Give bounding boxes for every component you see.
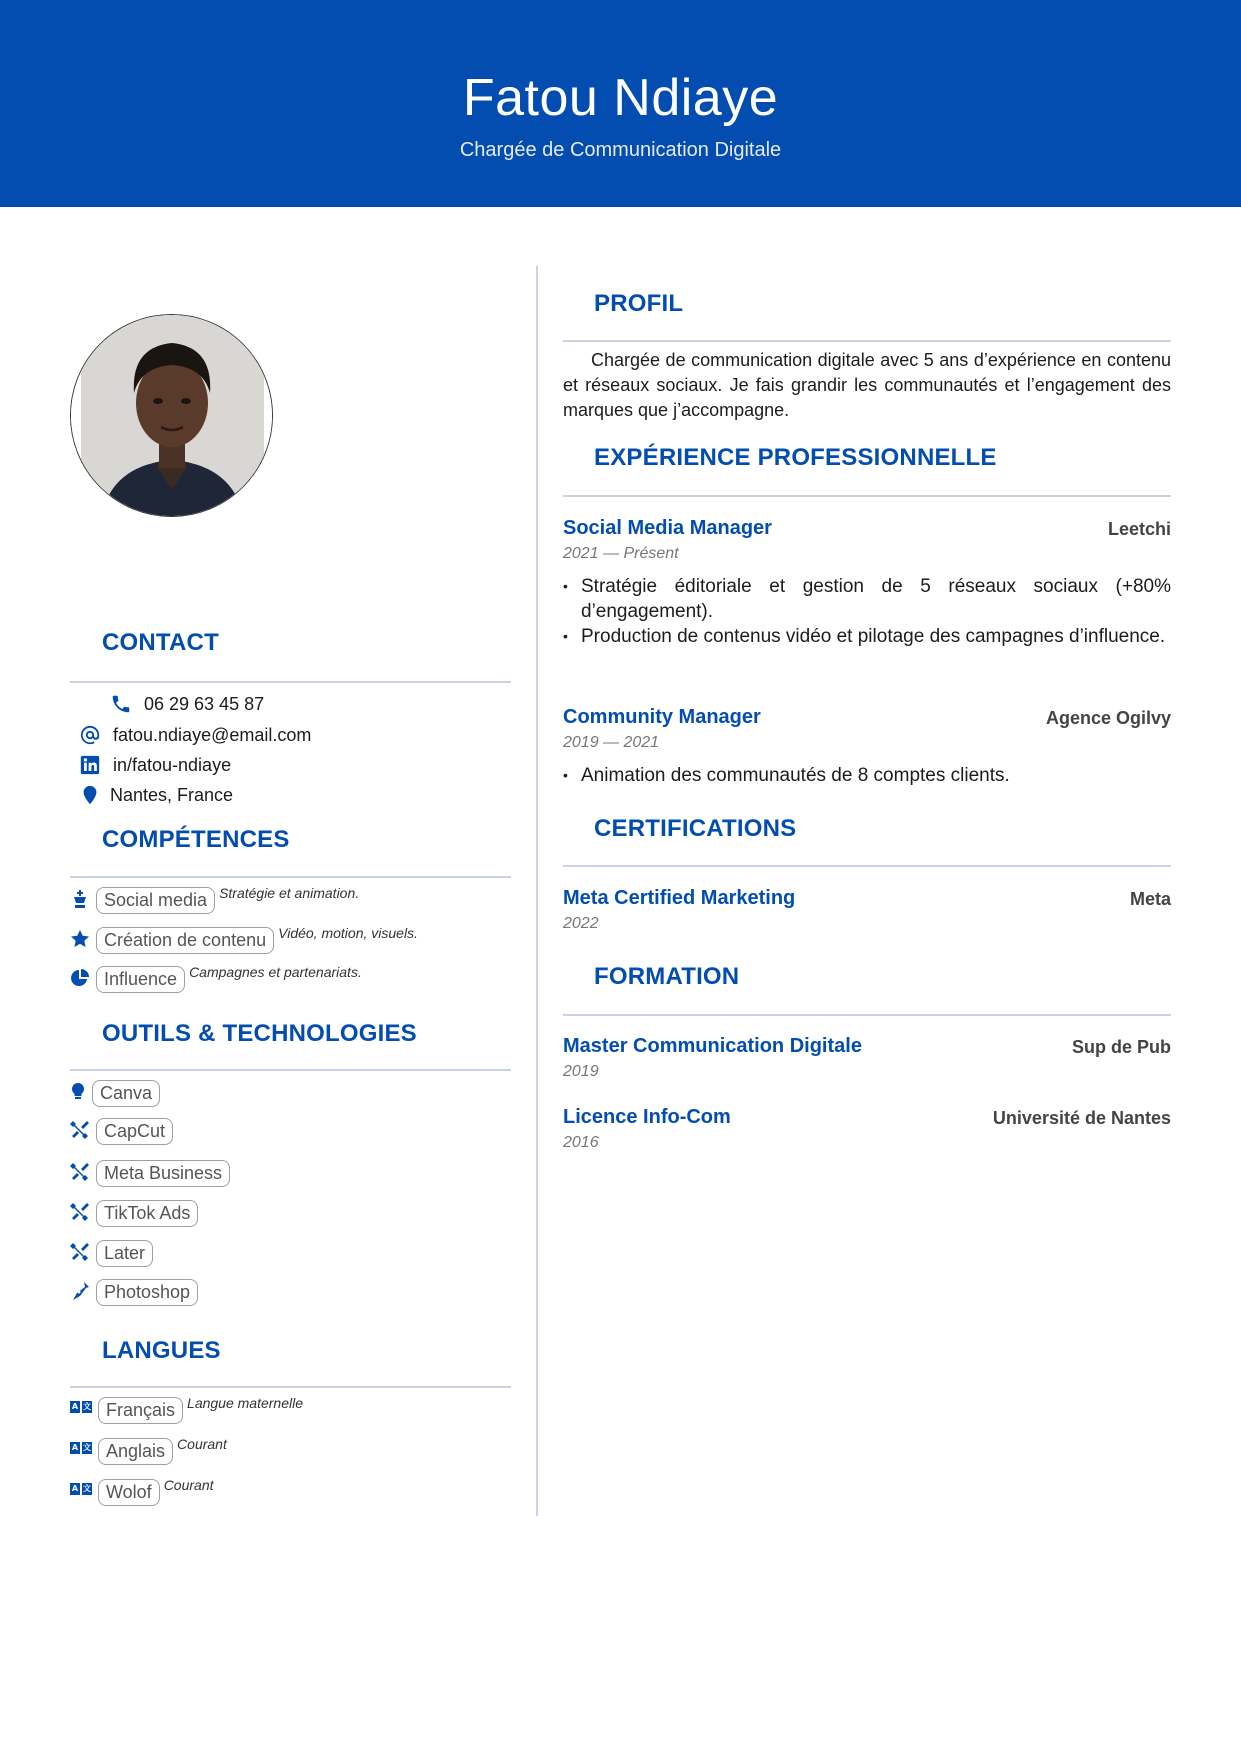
tool-pill: CapCut — [96, 1118, 173, 1145]
language-icon: A 文 — [71, 1402, 91, 1411]
phone-number: 06 29 63 45 87 — [144, 693, 265, 714]
at-icon — [79, 724, 101, 746]
skill-pill: Création de contenu — [96, 927, 274, 954]
language-icon: A 文 — [71, 1484, 91, 1493]
language-item — [70, 1397, 303, 1424]
tool-item — [70, 1279, 198, 1306]
education-year: 2019 — [563, 1063, 599, 1080]
education-title: Licence Info-Com — [563, 1106, 731, 1128]
lightbulb-icon — [70, 1082, 86, 1102]
experience-heading: EXPÉRIENCE PROFESSIONNELLE — [594, 444, 997, 471]
experience-org: Agence Ogilvy — [1045, 708, 1171, 728]
tool-pill: TikTok Ads — [96, 1200, 198, 1227]
location-text: Nantes, France — [110, 784, 234, 805]
email-address: fatou.ndiaye@email.com — [113, 724, 312, 745]
star-icon — [70, 929, 90, 949]
tool-pill: Meta Business — [96, 1160, 230, 1187]
education-org: Université de Nantes — [992, 1108, 1171, 1128]
language-pill: Anglais — [98, 1438, 173, 1465]
contact-email — [79, 724, 311, 746]
language-level: Courant — [163, 1477, 214, 1493]
skill-pill: Social media — [96, 887, 215, 914]
languages-heading: LANGUES — [102, 1337, 221, 1364]
language-icon: A 文 — [71, 1443, 91, 1452]
profile-summary-text: Chargée de communication digitale avec 5 ans d’expérience en contenu et réseaux sociaux. Je fais grandir les communautés et l’engagement des marques que j’accompagne. — [563, 350, 1171, 420]
header-banner — [0, 0, 1241, 207]
language-item — [70, 1438, 227, 1465]
tool-pill: Canva — [92, 1080, 160, 1107]
education-rule — [563, 1014, 1171, 1016]
profile-heading: PROFIL — [594, 290, 684, 317]
tools-heading: OUTILS & TECHNOLOGIES — [102, 1020, 417, 1047]
certification-year: 2022 — [563, 915, 599, 932]
education-title: Master Communication Digitale — [563, 1035, 862, 1057]
education-org: Sup de Pub — [1072, 1037, 1171, 1057]
tools-icon — [70, 1202, 90, 1222]
pie-chart-icon — [70, 968, 90, 988]
experience-dates: 2021 — Présent — [563, 545, 679, 562]
contact-heading: CONTACT — [102, 629, 219, 656]
map-pin-icon — [79, 784, 101, 806]
skills-heading: COMPÉTENCES — [102, 826, 290, 853]
contact-phone — [110, 693, 264, 715]
language-pill: Wolof — [98, 1479, 160, 1506]
bullet-item: • Animation des communautés de 8 comptes clients. — [563, 763, 1171, 788]
skill-note: Stratégie et animation. — [219, 885, 360, 901]
skill-note: Vidéo, motion, visuels. — [278, 925, 418, 941]
person-name: Fatou Ndiaye — [462, 69, 779, 127]
pen-nib-icon — [70, 1281, 90, 1301]
job-title: Chargée de Communication Digitale — [459, 139, 782, 161]
skills-rule — [70, 876, 511, 878]
tools-icon — [70, 1242, 90, 1262]
chess-king-icon — [70, 889, 90, 909]
tools-rule — [70, 1069, 511, 1071]
phone-icon — [110, 693, 132, 715]
certification-title: Meta Certified Marketing — [563, 887, 796, 909]
language-pill: Français — [98, 1397, 183, 1424]
tool-item — [70, 1118, 173, 1145]
skill-note: Campagnes et partenariats. — [189, 964, 362, 980]
skill-item — [70, 887, 359, 914]
contact-rule — [70, 681, 511, 683]
skill-item — [70, 927, 418, 954]
contact-location — [79, 784, 233, 806]
certification-org: Meta — [1129, 889, 1171, 909]
languages-rule — [70, 1386, 511, 1388]
tool-pill: Later — [96, 1240, 153, 1267]
linkedin-icon — [79, 754, 101, 776]
bullet-item: • Production de contenus vidéo et pilotage des campagnes d’influence. — [563, 624, 1171, 649]
tool-item — [70, 1240, 153, 1267]
contact-linkedin — [79, 754, 231, 776]
tool-item — [70, 1200, 198, 1227]
education-heading: FORMATION — [594, 963, 740, 990]
tools-icon — [70, 1120, 90, 1140]
bullet-item: • Stratégie éditoriale et gestion de 5 réseaux sociaux (+80% d’engagement). — [563, 574, 1171, 624]
profile-rule — [563, 340, 1171, 342]
skill-item — [70, 966, 362, 993]
column-divider — [536, 266, 538, 1516]
experience-title: Community Manager — [563, 706, 761, 728]
certifications-rule — [563, 865, 1171, 867]
experience-bullets — [563, 763, 1171, 788]
experience-rule — [563, 495, 1171, 497]
tool-pill: Photoshop — [96, 1279, 198, 1306]
language-level: Courant — [177, 1436, 227, 1452]
profile-photo — [70, 314, 273, 517]
tools-icon — [70, 1162, 90, 1182]
experience-dates: 2019 — 2021 — [563, 734, 660, 751]
skill-pill: Influence — [96, 966, 185, 993]
education-year: 2016 — [563, 1134, 599, 1151]
language-level: Langue maternelle — [187, 1395, 304, 1411]
linkedin-handle: in/fatou-ndiaye — [113, 754, 232, 775]
experience-title: Social Media Manager — [563, 517, 772, 539]
language-item — [70, 1479, 214, 1506]
tool-item — [70, 1160, 230, 1187]
certifications-heading: CERTIFICATIONS — [594, 815, 797, 842]
profile-summary — [563, 348, 1171, 423]
experience-bullets — [563, 574, 1171, 649]
experience-org: Leetchi — [1107, 519, 1171, 539]
tool-item — [70, 1080, 160, 1107]
